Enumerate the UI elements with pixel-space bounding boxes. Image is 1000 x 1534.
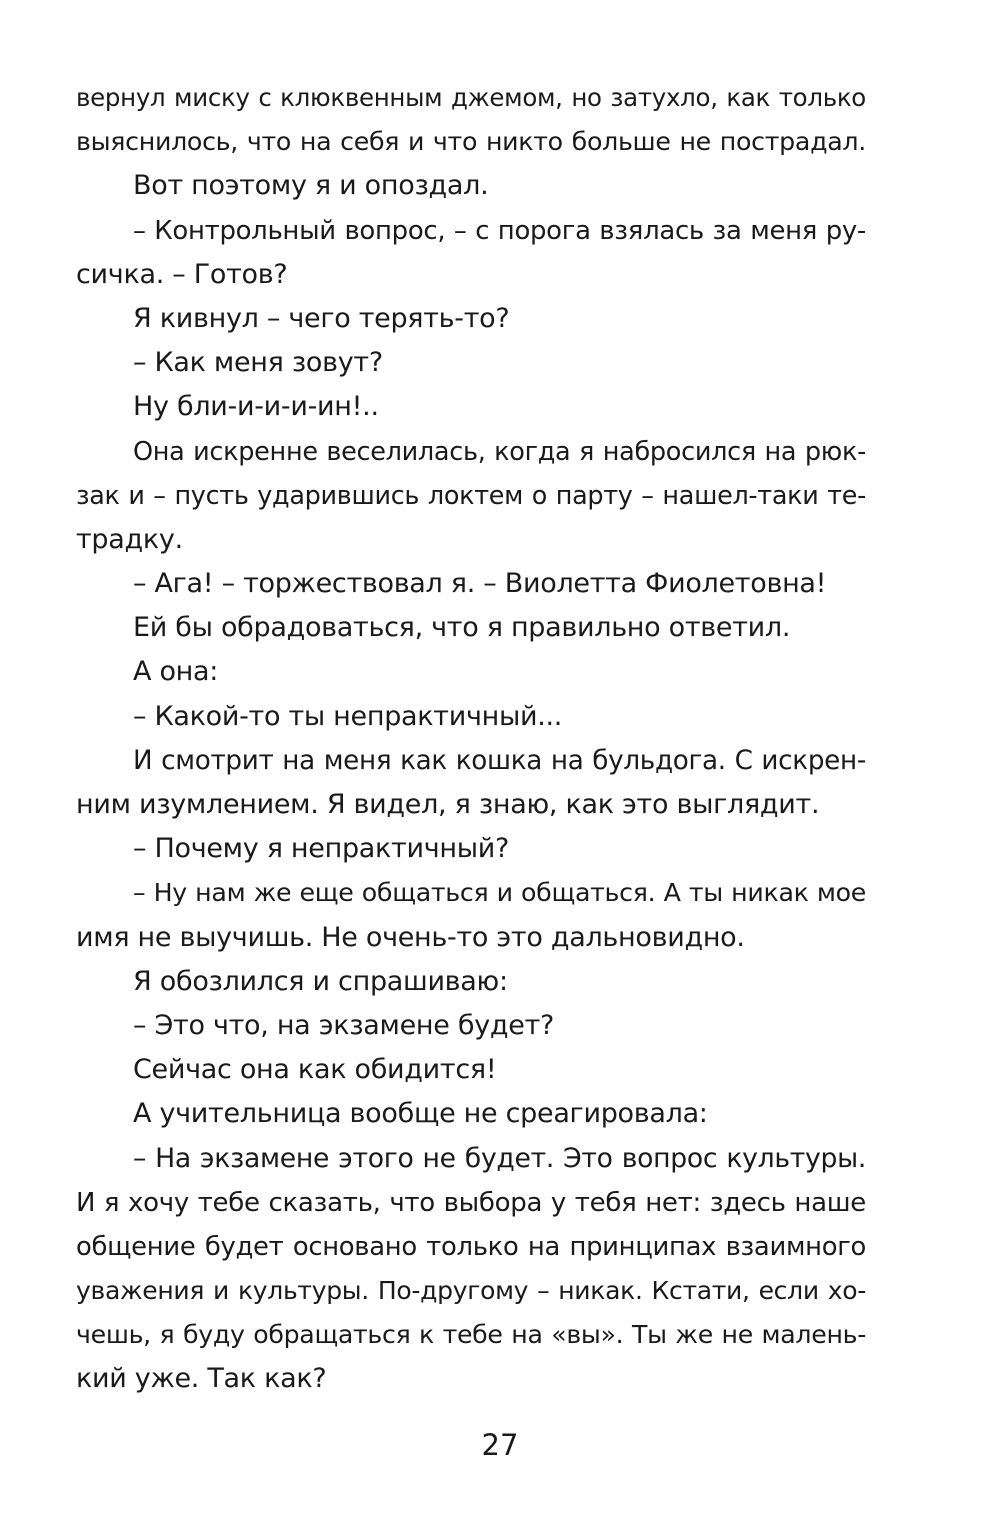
text-line: Сейчас она как обидится! (133, 1054, 497, 1086)
text-line: вернул миску с клюквенным джемом, но затухло, как только (76, 83, 866, 112)
text-line: общение будет основано только на принципах взаимного (76, 1231, 866, 1262)
text-line: – На экзамене этого не будет. Это вопрос культуры. (133, 1142, 866, 1174)
text-line: чешь, я буду обращаться к тебе на «вы». Ты же не малень- (76, 1320, 866, 1350)
text-line: И я хочу тебе сказать, что выбора у тебя нет: здесь наше (76, 1187, 866, 1218)
text-line: – Ну нам же еще общаться и общаться. А ты никак мое (133, 878, 866, 908)
text-line: уважения и культуры. По-другому – никак. Кстати, если хо- (76, 1276, 866, 1306)
text-line: Я обозлился и спрашиваю: (133, 965, 508, 997)
text-line: – Почему я непрактичный? (133, 833, 510, 865)
text-line: Ну бли-и-и-и-ин!.. (133, 391, 379, 423)
page-number: 27 (481, 1428, 519, 1462)
text-line: А учительница вообще не среагировала: (133, 1098, 708, 1130)
text-line: – Как меня зовут? (133, 347, 383, 379)
text-line: зак и – пусть ударившись локтем о парту – нашел-таки те- (76, 480, 866, 511)
text-line: – Контрольный вопрос, – с порога взялась за меня ру- (133, 215, 866, 246)
text-line: имя не выучишь. Не очень-то это дальновидно. (76, 921, 745, 953)
text-line: Ей бы обрадоваться, что я правильно ответил. (133, 612, 791, 644)
text-line: – Это что, на экзамене будет? (133, 1009, 555, 1041)
text-line: кий уже. Так как? (76, 1363, 327, 1395)
text-line: – Какой-то ты непрактичный... (133, 700, 563, 732)
text-line: Вот поэтому я и опоздал. (133, 170, 489, 202)
text-line: ним изумлением. Я видел, я знаю, как это выглядит. (76, 789, 820, 820)
body-text (76, 76, 866, 1402)
text-line: А она: (133, 656, 219, 688)
text-line: Я кивнул – чего терять-то? (133, 302, 510, 334)
text-line: сичка. – Готов? (76, 258, 288, 290)
text-line: выяснилось, что на себя и что никто больше не пострадал. (76, 127, 866, 157)
text-line: – Ага! – торжествовал я. – Виолетта Фиолетовна! (133, 568, 827, 600)
text-line: традку. (76, 523, 183, 555)
text-line: Она искренне веселилась, когда я набросился на рюк- (133, 436, 866, 467)
text-line: И смотрит на меня как кошка на бульдога. С искрен- (133, 745, 866, 776)
